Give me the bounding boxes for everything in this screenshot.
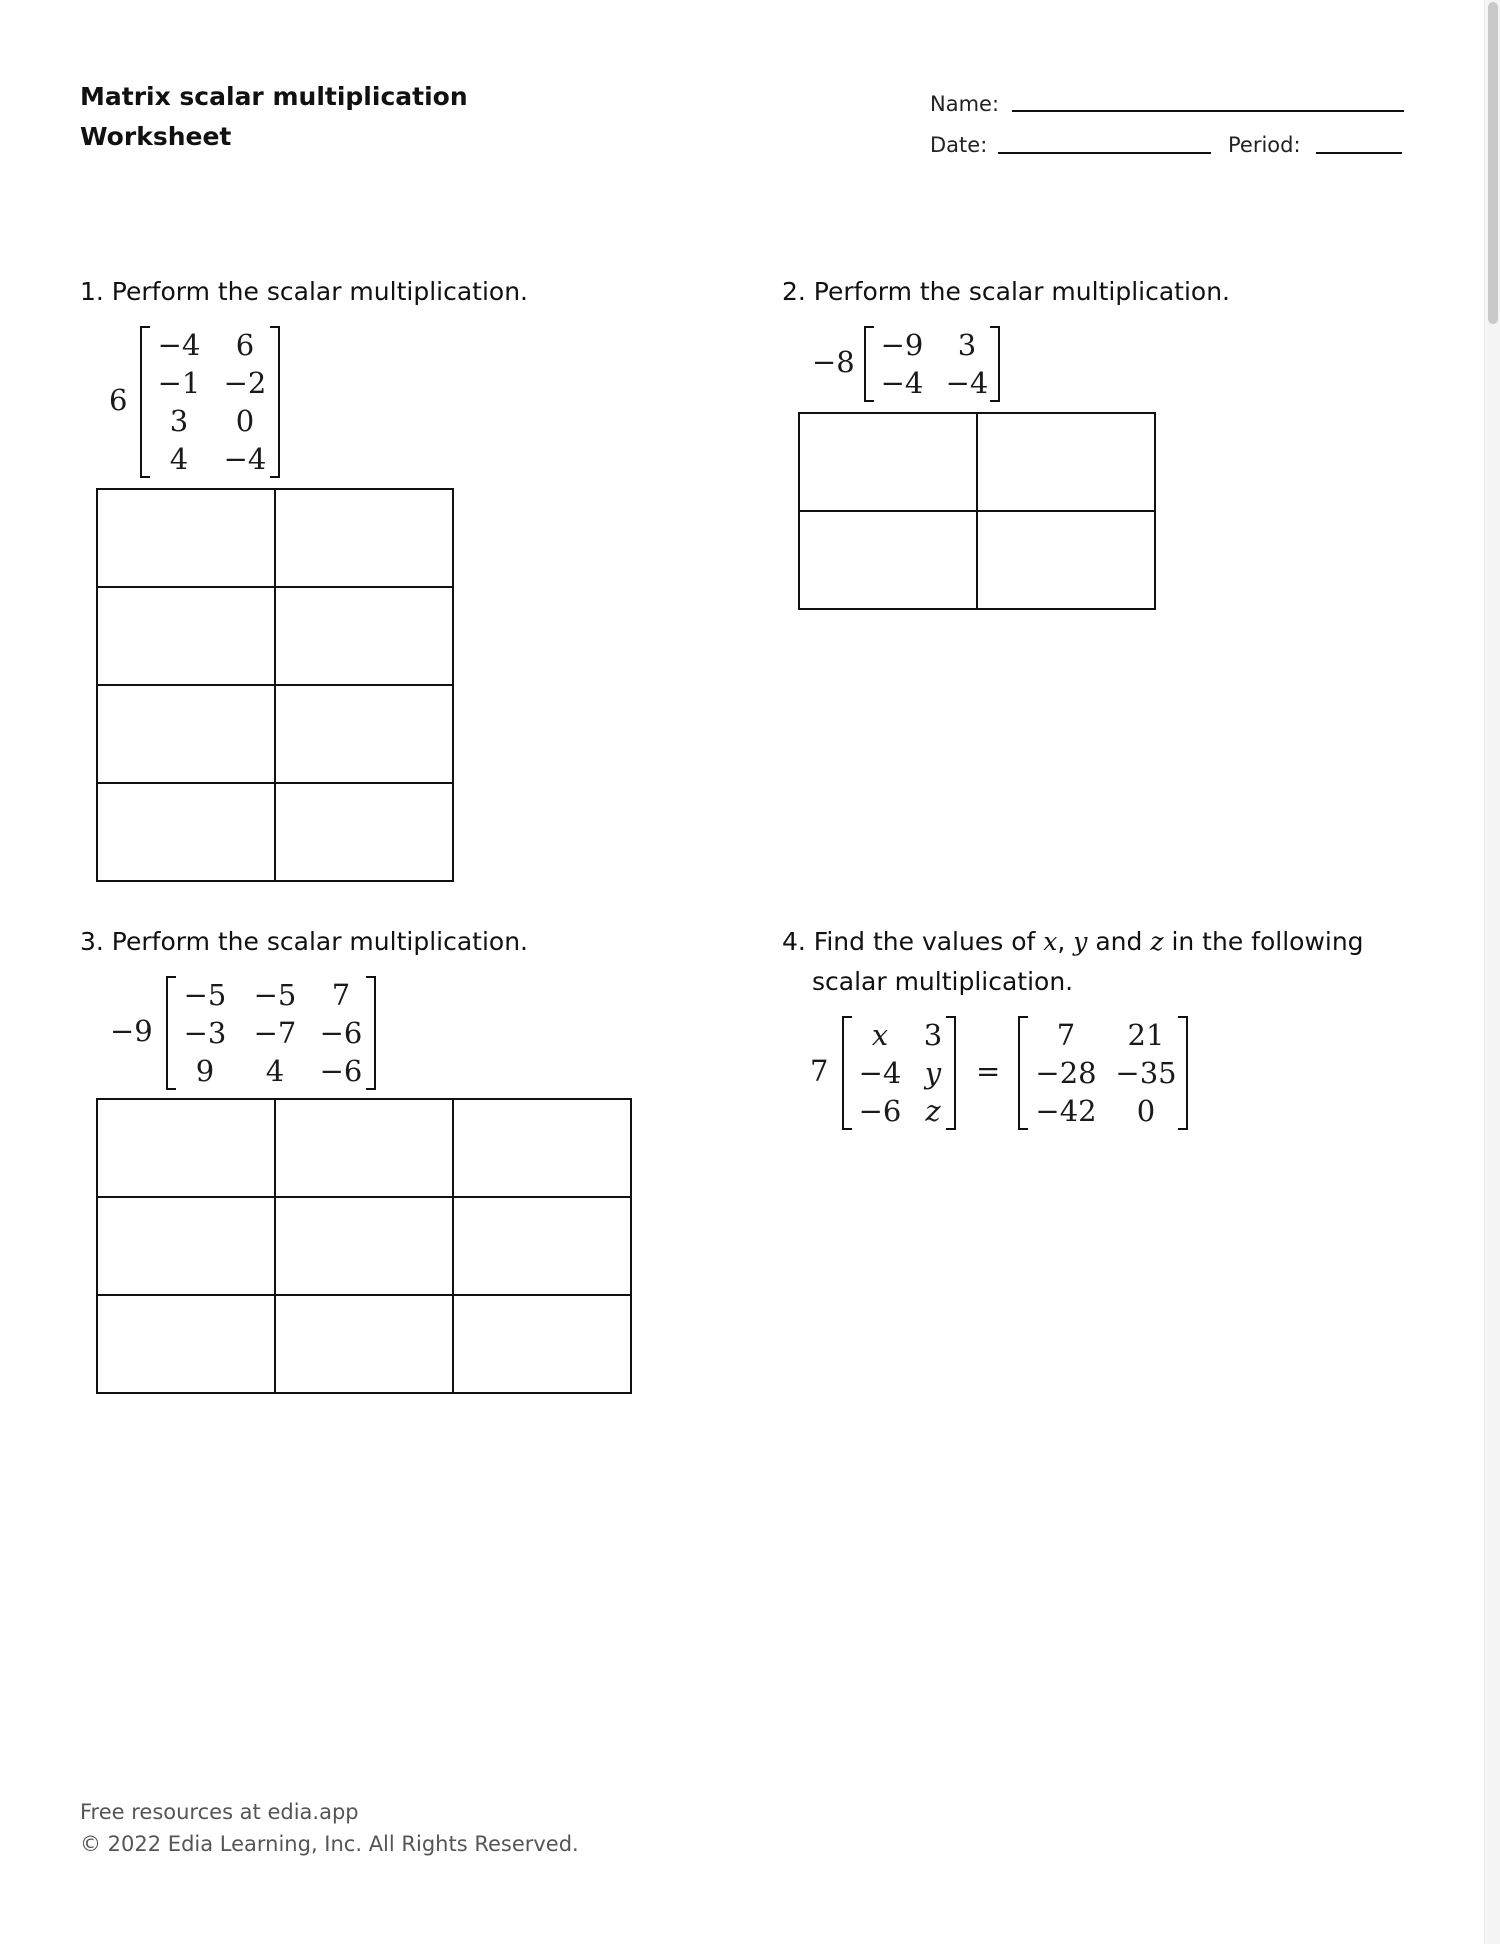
answer-cell[interactable] (97, 1099, 275, 1197)
question-4-comma: , (1057, 927, 1066, 956)
answer-cell[interactable] (97, 685, 275, 783)
answer-cell[interactable] (275, 1295, 453, 1393)
matrix-cell: 21 (1127, 1018, 1165, 1052)
answer-cell[interactable] (453, 1197, 631, 1295)
matrix-cell: −35 (1115, 1056, 1177, 1090)
matrix-cell: −1 (157, 366, 201, 400)
matrix-cell: −4 (223, 442, 267, 476)
answer-cell[interactable] (275, 685, 453, 783)
question-2-scalar: −8 (812, 345, 855, 379)
question-4-rhs-matrix (1018, 1016, 1188, 1130)
question-3-prompt: 3. Perform the scalar multiplication. (80, 927, 528, 956)
period-field-line[interactable] (1316, 152, 1402, 154)
answer-cell[interactable] (977, 413, 1155, 511)
matrix-cell: −4 (157, 328, 201, 362)
answer-cell[interactable] (977, 511, 1155, 609)
vertical-scrollbar[interactable] (1484, 0, 1500, 1944)
matrix-cell: 7 (1056, 1018, 1076, 1052)
matrix-cell: 6 (235, 328, 255, 362)
matrix-cell: −4 (880, 366, 924, 400)
matrix-cell: 7 (331, 978, 351, 1012)
matrix-cell: −9 (880, 328, 924, 362)
matrix-cell: 4 (169, 442, 189, 476)
matrix-cell: 3 (957, 328, 977, 362)
answer-cell[interactable] (97, 1295, 275, 1393)
answer-cell[interactable] (275, 783, 453, 881)
question-4-prompt-line2: scalar multiplication. (812, 967, 1074, 996)
matrix-cell: −6 (319, 1016, 363, 1050)
matrix-cell: −6 (858, 1094, 902, 1128)
answer-cell[interactable] (275, 489, 453, 587)
left-bracket (140, 326, 150, 478)
question-2-matrix (864, 326, 1000, 402)
matrix-cell: 0 (1136, 1094, 1156, 1128)
scrollbar-thumb[interactable] (1488, 2, 1498, 324)
matrix-cell: y (924, 1056, 942, 1090)
left-bracket (166, 976, 176, 1090)
question-1-prompt: 1. Perform the scalar multiplication. (80, 277, 528, 306)
period-label: Period: (1228, 133, 1301, 157)
question-4-and: and (1087, 927, 1151, 956)
matrix-cell: −4 (945, 366, 989, 400)
question-4-prompt (782, 922, 1382, 962)
answer-cell[interactable] (275, 1197, 453, 1295)
matrix-cell: −5 (253, 978, 297, 1012)
answer-cell[interactable] (453, 1295, 631, 1393)
matrix-cell: z (925, 1094, 941, 1128)
matrix-cell: 4 (265, 1054, 285, 1088)
left-bracket (864, 326, 874, 402)
equals-sign: = (976, 1054, 1001, 1088)
question-3-scalar: −9 (110, 1014, 153, 1048)
question-1-answer-grid (96, 488, 454, 882)
answer-cell[interactable] (275, 1099, 453, 1197)
matrix-cell: −6 (319, 1054, 363, 1088)
question-2-prompt: 2. Perform the scalar multiplication. (782, 277, 1230, 306)
answer-cell[interactable] (97, 489, 275, 587)
matrix-cell: −28 (1035, 1056, 1097, 1090)
date-label: Date: (930, 133, 988, 157)
matrix-cell: −3 (183, 1016, 227, 1050)
question-3-matrix (166, 976, 376, 1090)
worksheet-title: Matrix scalar multiplication (80, 82, 468, 111)
matrix-cell: −5 (183, 978, 227, 1012)
matrix-cell: 9 (195, 1054, 215, 1088)
variable-x: x (1043, 927, 1058, 956)
answer-cell[interactable] (799, 511, 977, 609)
answer-cell[interactable] (97, 587, 275, 685)
question-4-text-part2: in the following (1163, 927, 1364, 956)
question-2-answer-grid (798, 412, 1156, 610)
question-4-lhs-matrix (842, 1016, 956, 1130)
answer-cell[interactable] (275, 587, 453, 685)
matrix-cell: 3 (923, 1018, 943, 1052)
matrix-cell: 3 (169, 404, 189, 438)
footer-copyright: © 2022 Edia Learning, Inc. All Rights Reserved. (80, 1832, 579, 1856)
worksheet-subtitle: Worksheet (80, 122, 232, 151)
question-4-scalar: 7 (810, 1054, 829, 1088)
answer-cell[interactable] (453, 1099, 631, 1197)
matrix-cell: −4 (858, 1056, 902, 1090)
name-field-line[interactable] (1012, 110, 1404, 112)
variable-z: z (1150, 927, 1164, 956)
question-4-text-part1: 4. Find the values of (782, 927, 1044, 956)
question-3-answer-grid (96, 1098, 632, 1394)
date-field-line[interactable] (998, 152, 1211, 154)
name-label: Name: (930, 92, 1000, 116)
footer-resources: Free resources at edia.app (80, 1800, 359, 1824)
question-1-matrix (140, 326, 280, 478)
question-1-scalar: 6 (109, 383, 128, 417)
answer-cell[interactable] (799, 413, 977, 511)
answer-cell[interactable] (97, 783, 275, 881)
variable-y: y (1073, 927, 1088, 956)
answer-cell[interactable] (97, 1197, 275, 1295)
left-bracket (1018, 1016, 1028, 1130)
matrix-cell: −2 (223, 366, 267, 400)
left-bracket (842, 1016, 852, 1130)
matrix-cell: −42 (1035, 1094, 1097, 1128)
matrix-cell: x (871, 1018, 889, 1052)
matrix-cell: 0 (235, 404, 255, 438)
matrix-cell: −7 (253, 1016, 297, 1050)
